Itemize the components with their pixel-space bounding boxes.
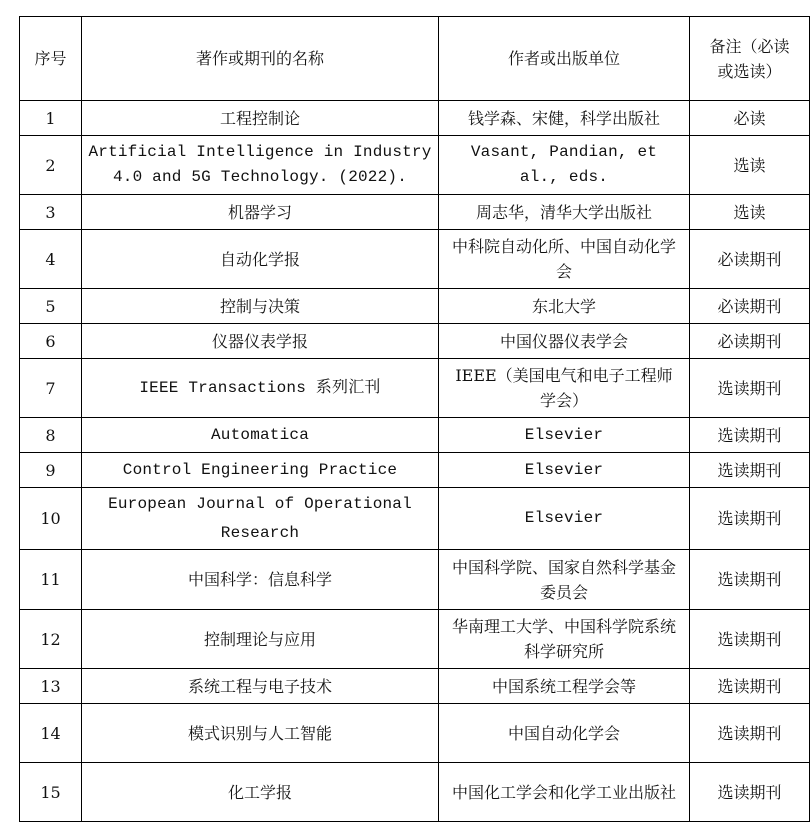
table-row: [20, 610, 810, 669]
row-note: 选读期刊: [690, 610, 810, 669]
row-author: 华南理工大学、中国科学院系统科学研究所: [439, 610, 690, 669]
row-note: 选读期刊: [690, 763, 810, 822]
row-title: 控制理论与应用: [82, 610, 439, 669]
table-row: [20, 669, 810, 704]
row-title: Artificial Intelligence in Industry 4.0 and 5G Technology. (2022).: [82, 136, 439, 195]
row-number: 2: [20, 136, 82, 195]
row-title: IEEE Transactions 系列汇刊: [82, 359, 439, 418]
row-author: Elsevier: [439, 418, 690, 453]
row-author: Elsevier: [439, 453, 690, 488]
table-row: [20, 359, 810, 418]
row-title: 化工学报: [82, 763, 439, 822]
table-row: [20, 136, 810, 195]
row-number: 10: [20, 488, 82, 550]
row-number: 11: [20, 550, 82, 610]
row-note: 选读期刊: [690, 550, 810, 610]
row-note: 选读期刊: [690, 453, 810, 488]
row-title: 控制与决策: [82, 289, 439, 324]
row-note: 选读期刊: [690, 669, 810, 704]
table-row: [20, 101, 810, 136]
row-author: 中国科学院、国家自然科学基金委员会: [439, 550, 690, 610]
row-number: 9: [20, 453, 82, 488]
row-author: IEEE（美国电气和电子工程师学会）: [439, 359, 690, 418]
row-author: 中科院自动化所、中国自动化学会: [439, 230, 690, 289]
table-row: [20, 453, 810, 488]
row-number: 3: [20, 195, 82, 230]
row-number: 12: [20, 610, 82, 669]
header-note: 备注（必读或选读）: [690, 17, 810, 101]
row-number: 15: [20, 763, 82, 822]
row-number: 7: [20, 359, 82, 418]
row-note: 选读期刊: [690, 359, 810, 418]
row-number: 13: [20, 669, 82, 704]
row-author: 中国仪器仪表学会: [439, 324, 690, 359]
header-author: 作者或出版单位: [439, 17, 690, 101]
row-title: 系统工程与电子技术: [82, 669, 439, 704]
row-note: 必读期刊: [690, 324, 810, 359]
row-author: 周志华，清华大学出版社: [439, 195, 690, 230]
row-author: 东北大学: [439, 289, 690, 324]
row-title: 中国科学：信息科学: [82, 550, 439, 610]
row-title: 工程控制论: [82, 101, 439, 136]
row-note: 选读期刊: [690, 704, 810, 763]
table-row: [20, 763, 810, 822]
row-author: 中国自动化学会: [439, 704, 690, 763]
row-note: 必读期刊: [690, 230, 810, 289]
row-author: Elsevier: [439, 488, 690, 550]
table-row: [20, 550, 810, 610]
row-title: Automatica: [82, 418, 439, 453]
row-title: 模式识别与人工智能: [82, 704, 439, 763]
row-note: 选读: [690, 195, 810, 230]
row-title: European Journal of Operational Research: [82, 488, 439, 550]
row-author: 钱学森、宋健，科学出版社: [439, 101, 690, 136]
row-title: 自动化学报: [82, 230, 439, 289]
row-number: 14: [20, 704, 82, 763]
row-title: 仪器仪表学报: [82, 324, 439, 359]
row-note: 必读期刊: [690, 289, 810, 324]
header-number: 序号: [20, 17, 82, 101]
table-row: [20, 324, 810, 359]
row-number: 4: [20, 230, 82, 289]
row-number: 5: [20, 289, 82, 324]
row-note: 选读期刊: [690, 418, 810, 453]
header-title: 著作或期刊的名称: [82, 17, 439, 101]
table-row: [20, 704, 810, 763]
row-author: 中国化工学会和化学工业出版社: [439, 763, 690, 822]
row-number: 1: [20, 101, 82, 136]
table-row: [20, 230, 810, 289]
row-number: 6: [20, 324, 82, 359]
row-number: 8: [20, 418, 82, 453]
row-author: 中国系统工程学会等: [439, 669, 690, 704]
table-row: [20, 195, 810, 230]
row-note: 必读: [690, 101, 810, 136]
row-author: Vasant, Pandian, et al., eds.: [439, 136, 690, 195]
row-note: 选读期刊: [690, 488, 810, 550]
row-title: 机器学习: [82, 195, 439, 230]
table-row: [20, 488, 810, 550]
table-header-row: [20, 17, 810, 101]
row-title: Control Engineering Practice: [82, 453, 439, 488]
row-note: 选读: [690, 136, 810, 195]
table-row: [20, 418, 810, 453]
reading-list-table: [19, 16, 810, 822]
table-row: [20, 289, 810, 324]
